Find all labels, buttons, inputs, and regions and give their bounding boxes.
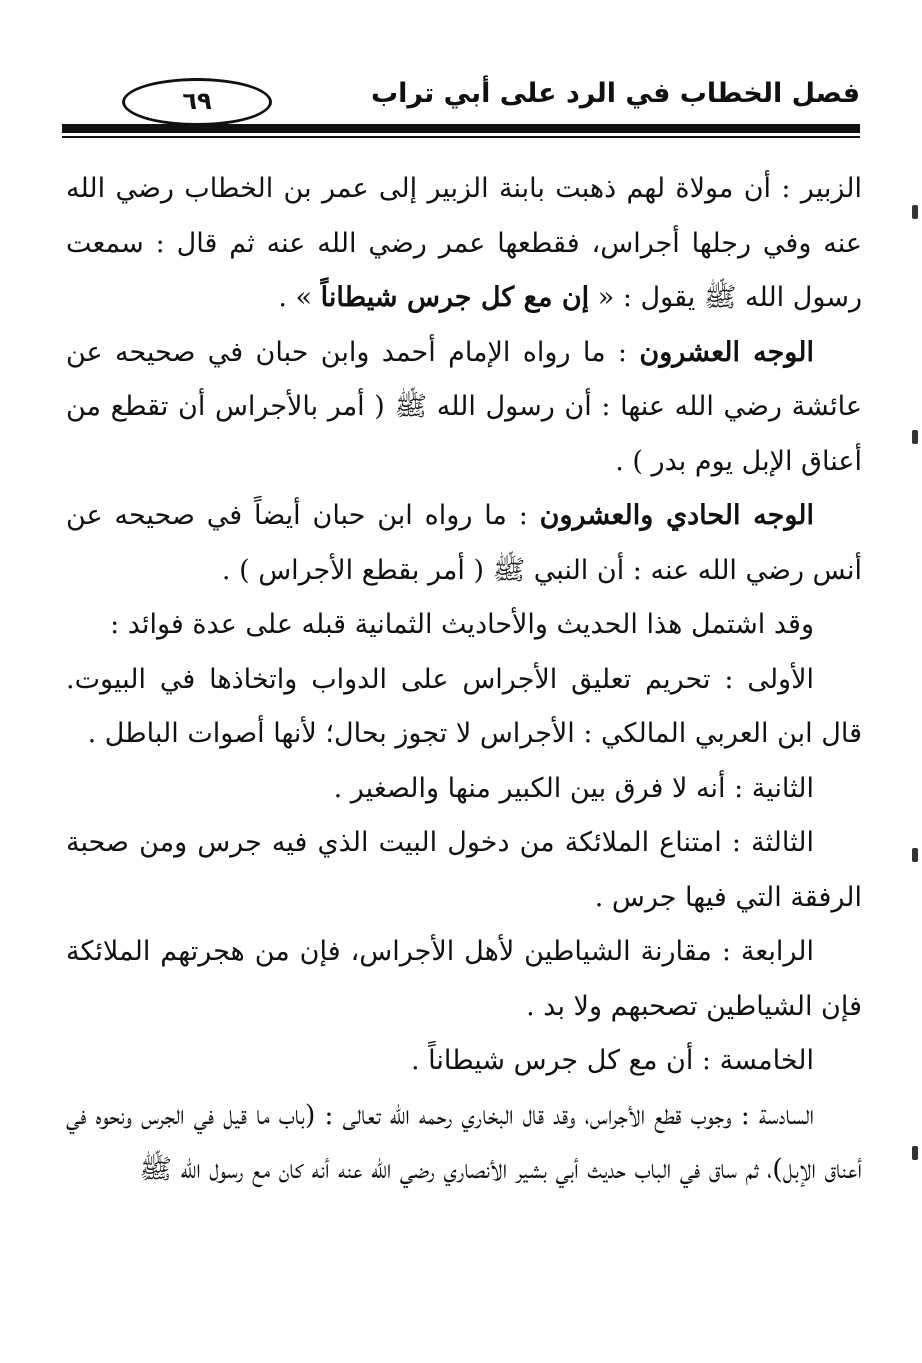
running-title: فصل الخطاب في الرد على أبي تراب xyxy=(370,78,860,109)
paragraph-text: الثانية : أنه لا فرق بين الكبير منها والصغير . xyxy=(333,772,814,804)
bold-heading-text: إن مع كل جرس شيطاناً xyxy=(320,282,590,313)
bold-heading-text: الوجه العشرون xyxy=(639,336,814,368)
paragraph xyxy=(66,489,862,598)
paragraph-text: الزبير : أن مولاة لهم ذهبت بابنة الزبير إلى عمر بن الخطاب رضي الله عنه وفي رجلها أجراس، فقطعها عمر رضي الله عنه ثم قال : سمعت رسول الله ﷺ يقول : « xyxy=(66,173,862,313)
paragraph xyxy=(66,762,862,817)
paragraph-text: : ما رواه ابن حبان أيضاً في صحيحه عن أنس رضي الله عنه : أن النبي ﷺ ( أمر بقطع الأجراس ) . xyxy=(66,500,862,586)
header-rule-thin xyxy=(62,136,860,138)
paragraph xyxy=(66,816,862,925)
paragraph xyxy=(66,925,862,1034)
paragraph xyxy=(66,598,862,653)
paragraph xyxy=(66,653,862,762)
paragraph-text: الرابعة : مقارنة الشياطين لأهل الأجراس، فإن من هجرتهم الملائكة فإن الشياطين تصحبهم ولا بد . xyxy=(66,936,862,1022)
page-header xyxy=(62,70,860,140)
paragraph xyxy=(66,1034,862,1089)
body-text xyxy=(66,162,862,1198)
paragraph-text: وقد اشتمل هذا الحديث والأحاديث الثمانية قبله على عدة فوائد : xyxy=(110,609,814,640)
paragraph xyxy=(66,162,862,326)
paragraph-text: » . xyxy=(278,282,321,313)
paragraph-text: الثالثة : امتناع الملائكة من دخول البيت الذي فيه جرس ومن صحبة الرفقة التي فيها جرس . xyxy=(66,827,862,913)
scan-edge-mark xyxy=(912,848,918,862)
paragraph xyxy=(66,326,862,490)
scan-edge-mark xyxy=(912,1146,918,1160)
bold-heading-text: الوجه الحادي والعشرون xyxy=(539,500,814,531)
page-number: ٦٩ xyxy=(122,78,272,126)
paragraph-text: السادسة : وجوب قطع الأجراس، وقد قال البخاري رحمه الله تعالى : (باب ما قيل في الجرس ونحوه في أعناق الإبل)، ثم ساق في الباب حديث أبي بشير الأنصاري رضي الله عنه أنه كان مع رسول الله ﷺ xyxy=(66,1099,862,1185)
paragraph-text: الأولى : تحريم تعليق الأجراس على الدواب واتخاذها في البيوت. قال ابن العربي المالكي : الأجراس لا تجوز بحال؛ لأنها أصوات الباطل . xyxy=(66,663,862,749)
paragraph xyxy=(66,1089,862,1198)
scan-edge-mark xyxy=(912,430,918,444)
scan-edge-mark xyxy=(912,205,918,219)
paragraph-text: : ما رواه الإمام أحمد وابن حبان في صحيحه عن عائشة رضي الله عنها : أن رسول الله ﷺ ( أمر بالأجراس أن تقطع من أعناق الإبل يوم بدر ) . xyxy=(66,336,862,477)
paragraph-text: الخامسة : أن مع كل جرس شيطاناً . xyxy=(410,1045,814,1076)
